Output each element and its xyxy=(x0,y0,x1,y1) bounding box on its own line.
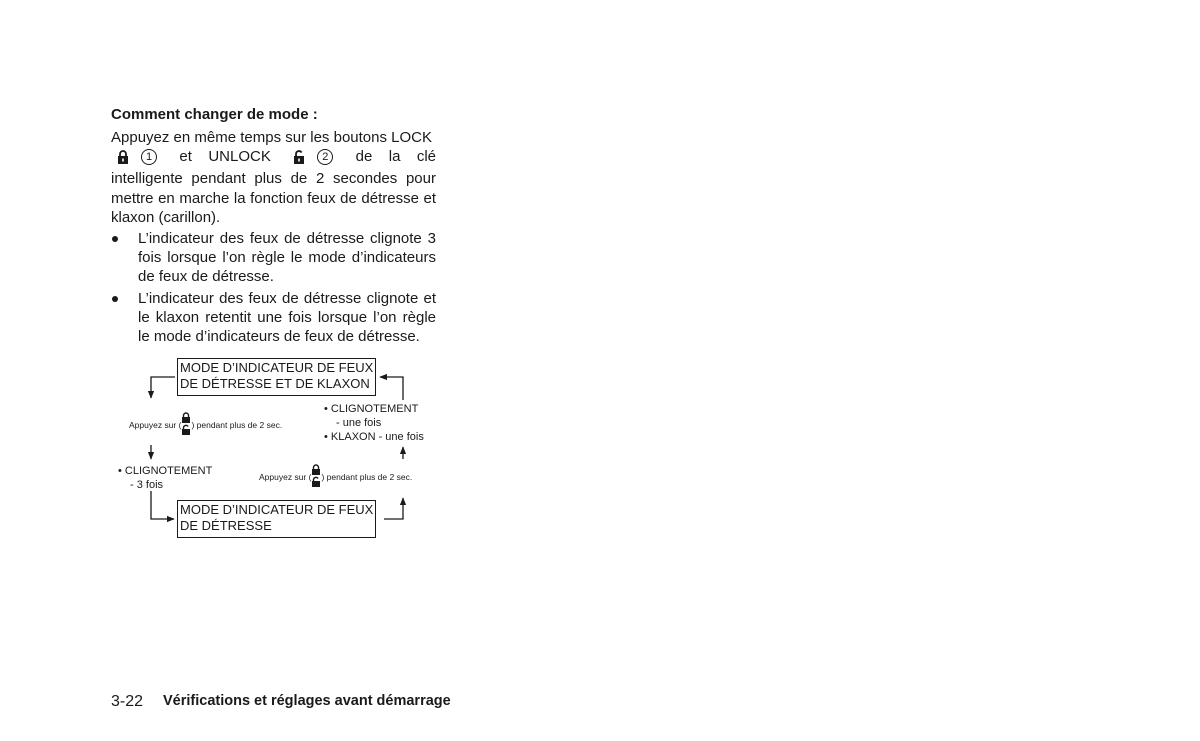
intro-part3: de la clé intelligente pendant plus de 2 secondes pour mettre en marche la fonction feux de détresse et klaxon (carillon). xyxy=(111,148,436,226)
intro-part1: Appuyez en même temps sur les boutons LOCK xyxy=(111,129,432,146)
right-note-line2: - une fois xyxy=(336,417,382,429)
bullet-item: L’indicateur des feux de détresse clignote 3 fois lorsque l’on règle le mode d’indicateurs de feux de détresse. xyxy=(111,229,436,287)
section-title: Vérifications et réglages avant démarrage xyxy=(163,693,451,709)
left-press-prefix: Appuyez sur ( xyxy=(129,420,182,430)
right-note-line3: • KLAXON - une fois xyxy=(324,431,424,443)
left-note-line2: - 3 fois xyxy=(130,479,164,491)
right-press-instruction xyxy=(259,464,412,490)
box-top-line2: DE DÉTRESSE ET DE KLAXON xyxy=(180,376,370,391)
section-heading: Comment changer de mode : xyxy=(111,106,318,123)
mode-box-hazard-and-horn xyxy=(177,358,376,396)
left-press-instruction xyxy=(129,412,282,438)
lock-number-badge: 1 xyxy=(141,149,157,165)
left-press-suffix: ) pendant plus de 2 sec. xyxy=(191,420,283,430)
left-note xyxy=(118,464,212,492)
intro-part2: et UNLOCK xyxy=(179,148,271,166)
unlock-number-badge: 2 xyxy=(317,149,333,165)
page-number: 3-22 xyxy=(111,693,144,710)
box-top-line1: MODE D’INDICATEUR DE FEUX xyxy=(180,360,374,375)
box-bottom-line1: MODE D’INDICATEUR DE FEUX xyxy=(180,502,374,517)
lock-unlock-stack-icon xyxy=(311,464,321,490)
mode-box-hazard xyxy=(177,500,376,538)
box-bottom-line2: DE DÉTRESSE xyxy=(180,518,272,533)
bullet-item: L’indicateur des feux de détresse clignote et le klaxon retentit une fois lorsque l’on règle le mode d’indicateurs de feux de détresse. xyxy=(111,289,436,347)
right-note xyxy=(324,402,424,444)
left-note-line1: • CLIGNOTEMENT xyxy=(118,465,213,477)
right-press-prefix: Appuyez sur ( xyxy=(259,472,312,482)
right-note-line1: • CLIGNOTEMENT xyxy=(324,403,419,415)
right-press-suffix: ) pendant plus de 2 sec. xyxy=(321,472,413,482)
lock-unlock-stack-icon xyxy=(181,412,191,438)
